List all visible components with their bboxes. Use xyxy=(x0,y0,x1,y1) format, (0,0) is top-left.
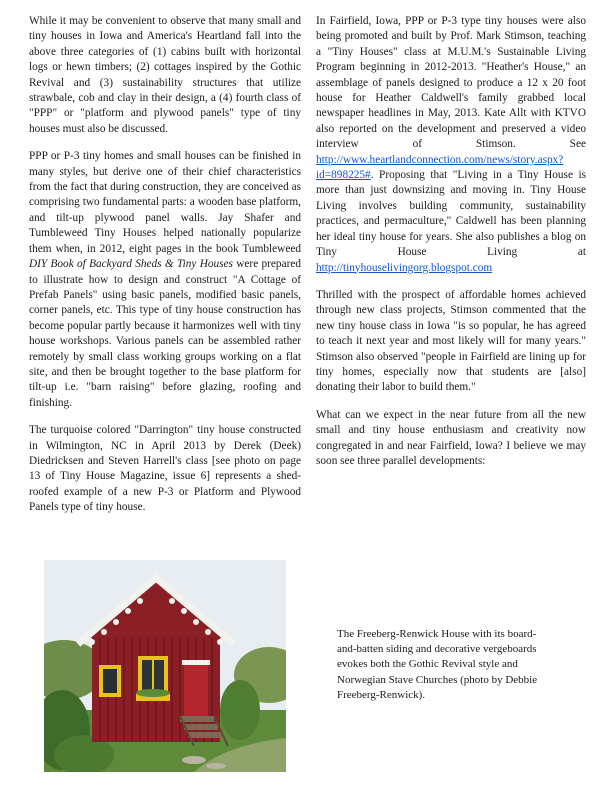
text-run: In Fairfield, Iowa, PPP or P-3 type tiny houses were also being promoted and built by Prof. Mark Stimson, teaching a "Tiny Houses" class at M.U.M.'s Sustainable Living Program beginning in 2012-2013. "Heather's House," an assemblage of panels designed to produce a 12 x 20 foot house for Heather Caldwell's family grabbed local newspaper headlines in May, 2013. Kate Allt with KTVO also reported on the development and preserved a video interview of Stimson. See xyxy=(316,15,586,151)
photo-caption: The Freeberg-Renwick House with its board-and-batten siding and decorative vergeboards evokes both the Gothic Revival style and Norwegian Stave Churches (photo by Debbie Freeberg-Renwick). xyxy=(337,628,538,701)
text-run: . Proposing that "Living in a Tiny House is more than just downsizing and moving in. Tiny House Living involves building community, sustainability practices, and permaculture," Caldwell has been planning her ideal tiny house for years. She also publishes a blog on Tiny House Living at xyxy=(316,169,586,259)
paragraph: The turquoise colored "Darrington" tiny house constructed in Wilmington, NC in April 2013 by Derek (Deek) Diedricksen and Steven Harrell's class [see photo on page 13 of Tiny House Magazine, issue 6] represents a shed-roofed example of a new P-3 or Platform and Plywood Panels type of tiny house. xyxy=(29,424,301,514)
blog-link[interactable]: http://tinyhouselivingorg.blogspot.com xyxy=(316,261,493,274)
text-run: PPP or P-3 tiny homes and small houses can be finished in many styles, but derive one of their chief characteristics from the fact that during construction, they are conceived as comprising two fundamental parts: a wooden base platform, and tilt-up plywood panel walls. Jay Shafer and Tumbleweed Tiny Houses helped nationally popularize them when, in 2012, eight pages in the book Tumbleweed xyxy=(29,150,301,255)
house-photo xyxy=(44,560,286,772)
paragraph xyxy=(29,149,301,411)
right-column xyxy=(316,14,586,481)
paragraph xyxy=(316,14,586,276)
paragraph: What can we expect in the near future from all the new small and tiny house enthusiasm and creativity now congregated in and near Fairfield, Iowa? I believe we may soon see three parallel developments: xyxy=(316,408,586,467)
paragraph: Thrilled with the prospect of affordable homes achieved through new class projects, Stimson commented that the new tiny house class in Iowa "is so popular, he has agreed to teach it next year and most likely will for many years." Stimson also observed "people in Fairfield are lining up for tiny homes, especially now that students are [also] donating their labor to build them." xyxy=(316,288,586,394)
book-title: DIY Book of Backyard Sheds & Tiny Houses xyxy=(29,258,233,271)
text-run: were prepared to illustrate how to design and construct "A Cottage of Prefab Panels" using basic panels, modified basic panels, corner panels, etc. This type of tiny house construction has become popular partly because it harmonizes well with tiny house workshops. Various panels can be assembled rather remotely by small class working groups working on a flat site, and then be brought together to the base platform for tilt-up i.e. "barn raising" before glazing, roofing and finishing. xyxy=(29,258,302,409)
news-story-link[interactable]: http://www.heartlandconnection.com/news/story.aspx?id=898225# xyxy=(316,153,564,182)
paragraph: While it may be convenient to observe that many small and tiny houses in Iowa and America's Heartland fall into the above three categories of (1) cabins built with horizontal logs or hewn timbers; (2) cottages inspired by the Gothic Revival and (3) sustainability structures that utilize strawbale, cob and clay in their design, a (4) fourth class of "PPP" or "platform and plywood panels" type of tiny houses must also be discussed. xyxy=(29,15,301,135)
left-column xyxy=(29,14,301,528)
